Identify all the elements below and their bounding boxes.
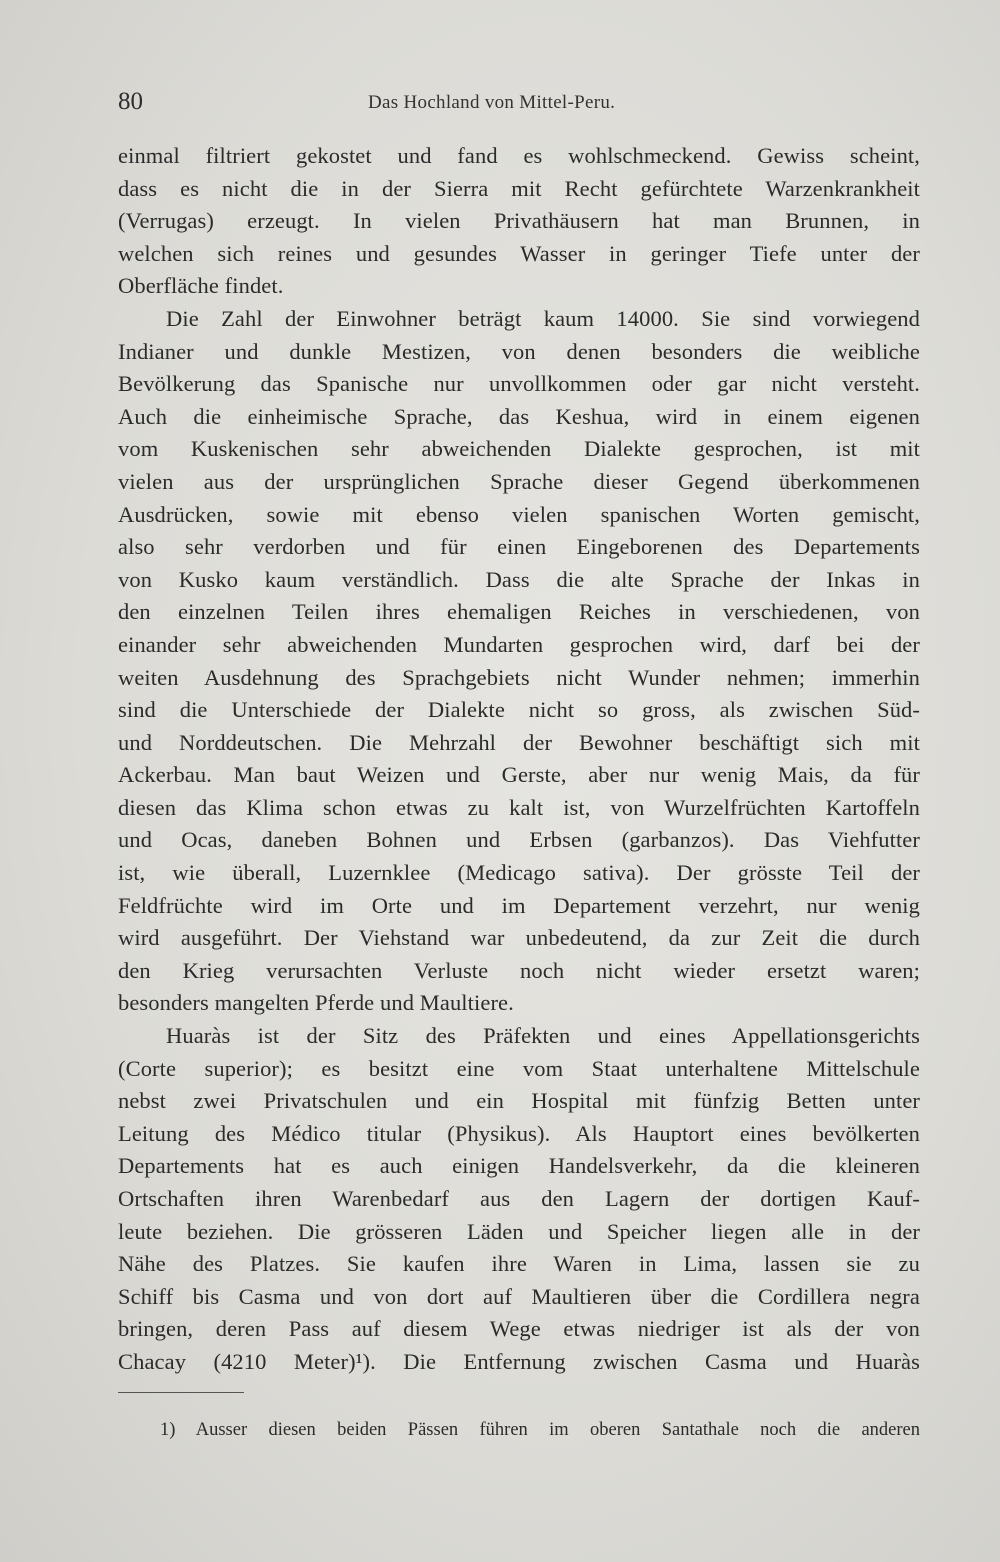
- text-line: bringen, deren Pass auf diesem Wege etwas niedriger ist als der von: [118, 1316, 920, 1342]
- text-line: Ackerbau. Man baut Weizen und Gerste, aber nur wenig Mais, da für: [118, 762, 920, 788]
- text-line: einmal filtriert gekostet und fand es wohlschmeckend. Gewiss scheint,: [118, 143, 920, 168]
- text-line: besonders mangelten Pferde und Maultiere.: [118, 990, 514, 1016]
- text-line: und Ocas, daneben Bohnen und Erbsen (garbanzos). Das Viehfutter: [118, 827, 920, 853]
- text-line: vom Kuskenischen sehr abweichenden Dialekte gesprochen, ist mit: [118, 436, 920, 462]
- paragraph-start-line: Huaràs ist der Sitz des Präfekten und eines Appellationsgerichts: [166, 1023, 920, 1049]
- text-line: nebst zwei Privatschulen und ein Hospital mit fünfzig Betten unter: [118, 1088, 920, 1114]
- text-line: den einzelnen Teilen ihres ehemaligen Reiches in verschiedenen, von: [118, 599, 920, 625]
- text-line: vielen aus der ursprünglichen Sprache dieser Gegend überkommenen: [118, 468, 920, 494]
- text-line: welchen sich reines und gesundes Wasser in geringer Tiefe unter der: [118, 240, 920, 266]
- text-line: und Norddeutschen. Die Mehrzahl der Bewohner beschäftigt sich mit: [118, 729, 920, 755]
- text-line: Indianer und dunkle Mestizen, von denen besonders die weibliche: [118, 338, 920, 364]
- text-line: Chacay (4210 Meter)¹). Die Entfernung zwischen Casma und Huaràs: [118, 1348, 920, 1374]
- page-number: 80: [118, 88, 143, 115]
- text-line: dass es nicht die in der Sierra mit Recht gefürchtete Warzenkrankheit: [118, 175, 920, 201]
- text-line: diesen das Klima schon etwas zu kalt ist, von Wurzelfrüchten Kartoffeln: [118, 794, 920, 820]
- text-line: Ausdrücken, sowie mit ebenso vielen spanischen Worten gemischt,: [118, 501, 920, 527]
- text-line: Schiff bis Casma und von dort auf Maultieren über die Cordillera negra: [118, 1283, 920, 1309]
- text-line: von Kusko kaum verständlich. Dass die alte Sprache der Inkas in: [118, 566, 920, 592]
- text-line: (Verrugas) erzeugt. In vielen Privathäusern hat man Brunnen, in: [118, 208, 920, 234]
- text-line: also sehr verdorben und für einen Eingeborenen des Departements: [118, 534, 920, 560]
- text-line: Departements hat es auch einigen Handelsverkehr, da die kleineren: [118, 1153, 920, 1179]
- footnote: 1) Ausser diesen beiden Pässen führen im oberen Santathale noch die anderen: [160, 1420, 920, 1440]
- text-line: weiten Ausdehnung des Sprachgebiets nicht Wunder nehmen; immerhin: [118, 664, 920, 690]
- text-line: (Corte superior); es besitzt eine vom Staat unterhaltene Mittelschule: [118, 1055, 920, 1081]
- paragraph-start-line: Die Zahl der Einwohner beträgt kaum 14000. Sie sind vorwiegend: [166, 305, 920, 331]
- text-line: sind die Unterschiede der Dialekte nicht so gross, als zwischen Süd-: [118, 697, 920, 723]
- text-line: den Krieg verursachten Verluste noch nicht wieder ersetzt waren;: [118, 957, 920, 983]
- text-line: Auch die einheimische Sprache, das Keshua, wird in einem eigenen: [118, 403, 920, 429]
- body-text: [118, 140, 920, 1379]
- text-line: wird ausgeführt. Der Viehstand war unbedeutend, da zur Zeit die durch: [118, 925, 920, 951]
- text-line: Bevölkerung das Spanische nur unvollkommen oder gar nicht versteht.: [118, 371, 920, 397]
- text-line: ist, wie überall, Luzernklee (Medicago sativa). Der grösste Teil der: [118, 860, 920, 886]
- text-line: Nähe des Platzes. Sie kaufen ihre Waren in Lima, lassen sie zu: [118, 1251, 920, 1277]
- text-line: leute beziehen. Die grösseren Läden und Speicher liegen alle in der: [118, 1218, 920, 1244]
- text-line: einander sehr abweichenden Mundarten gesprochen wird, darf bei der: [118, 631, 920, 657]
- running-title: Das Hochland von Mittel-Peru.: [368, 92, 616, 113]
- text-line: Oberfläche findet.: [118, 273, 284, 299]
- page-header: [118, 88, 918, 122]
- text-line: Feldfrüchte wird im Orte und im Departement verzehrt, nur wenig: [118, 892, 920, 918]
- text-line: Ortschaften ihren Warenbedarf aus den Lagern der dortigen Kauf-: [118, 1186, 920, 1211]
- footnote-divider: [118, 1392, 244, 1393]
- text-line: Leitung des Médico titular (Physikus). Als Hauptort eines bevölkerten: [118, 1120, 920, 1146]
